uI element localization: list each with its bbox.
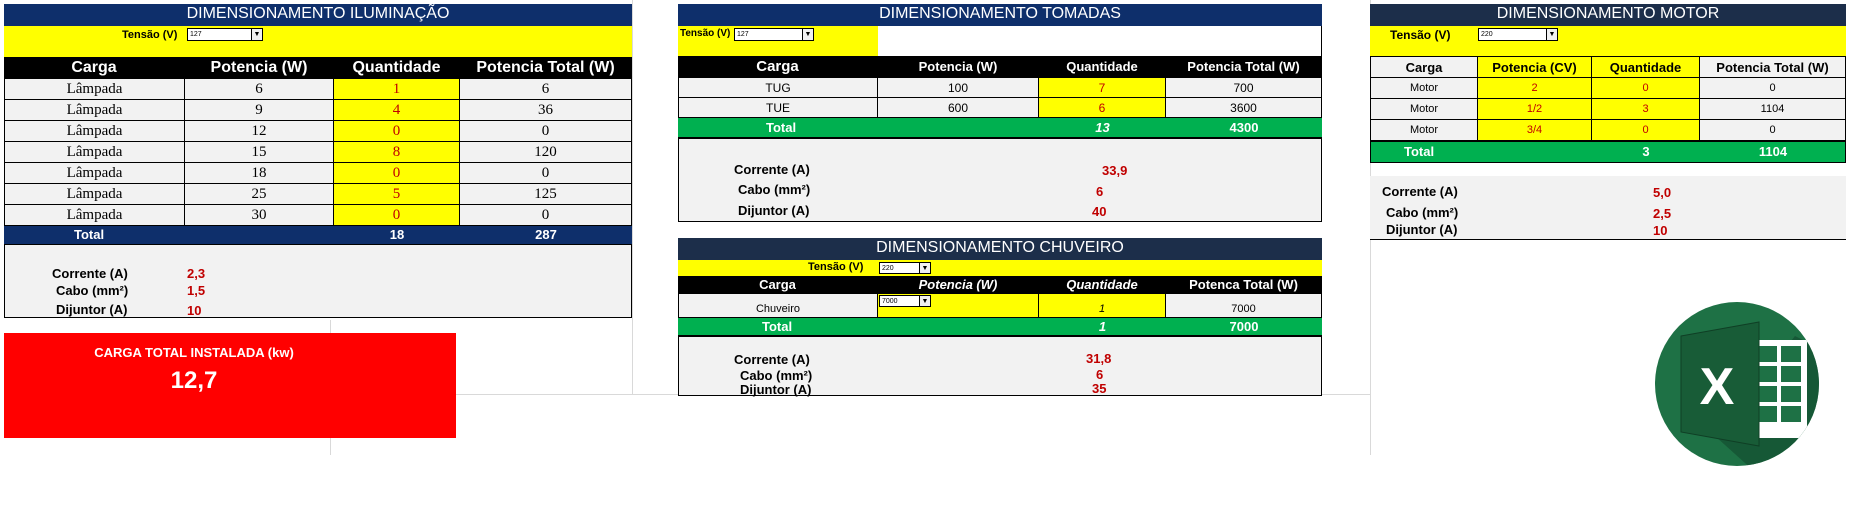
cell-total: 0	[1700, 78, 1846, 99]
cell-potencia: 18	[185, 163, 334, 184]
chevron-down-icon[interactable]: ▼	[251, 29, 262, 40]
tensao-select[interactable]	[879, 262, 931, 274]
tensao-select[interactable]	[187, 28, 263, 41]
cell-quantidade[interactable]: 3	[1592, 99, 1700, 120]
col-header: Potencia (W)	[185, 57, 334, 79]
cabo-label: Cabo (mm²)	[738, 182, 811, 197]
cabo-value: 6	[1096, 184, 1104, 199]
col-header: Potencia (CV)	[1478, 56, 1592, 78]
cell-carga: TUG	[678, 78, 878, 98]
total-label: Total	[762, 319, 793, 334]
cabo-label: Cabo (mm²)	[56, 283, 129, 298]
tensao-row	[4, 26, 632, 57]
col-header: Potencia (W)	[878, 276, 1039, 294]
cell-potencia: 9	[185, 100, 334, 121]
tensao-label: Tensão (V)	[1390, 28, 1451, 42]
panel-title: DIMENSIONAMENTO ILUMINAÇÃO	[4, 4, 632, 26]
dijuntor-value: 40	[1092, 204, 1107, 219]
total-quantidade: 1	[1098, 319, 1107, 334]
tensao-label: Tensão (V)	[122, 29, 178, 41]
panel-motor	[1370, 4, 1846, 240]
cell-carga: Lâmpada	[4, 121, 185, 142]
corrente-value: 5,0	[1653, 185, 1672, 200]
excel-logo-icon	[1655, 296, 1819, 472]
cell-carga: Motor	[1370, 120, 1478, 141]
tensao-select[interactable]	[734, 28, 814, 41]
cell-total: 120	[460, 142, 632, 163]
tensao-row-blank	[878, 26, 1322, 56]
col-header: Carga	[4, 57, 185, 79]
excel-letter: X	[1699, 358, 1735, 416]
cell-quantidade[interactable]: 8	[334, 142, 460, 163]
panel-title: DIMENSIONAMENTO CHUVEIRO	[678, 238, 1322, 260]
col-header: Potenca Total (W)	[1166, 276, 1322, 294]
chevron-down-icon[interactable]: ▼	[1546, 29, 1557, 40]
gridline	[632, 0, 633, 395]
cabo-label: Cabo (mm²)	[740, 368, 813, 383]
col-header: Potencia Total (W)	[1700, 56, 1846, 78]
panel-chuveiro	[678, 238, 1322, 396]
dijuntor-label: Dijuntor (A)	[738, 203, 810, 218]
cell-potencia[interactable]: 3/4	[1478, 120, 1592, 141]
cell-quantidade[interactable]: 5	[334, 184, 460, 205]
panel-title: DIMENSIONAMENTO TOMADAS	[678, 4, 1322, 26]
dijuntor-label: Dijuntor (A)	[56, 302, 128, 317]
panel-iluminacao	[4, 4, 632, 318]
dijuntor-label: Dijuntor (A)	[1386, 222, 1458, 237]
cell-total: 0	[460, 163, 632, 184]
cell-total: 36	[460, 100, 632, 121]
tensao-label: Tensão (V)	[808, 261, 864, 273]
corrente-label: Corrente (A)	[734, 352, 810, 367]
tensao-select[interactable]	[1478, 28, 1558, 41]
tensao-label: Tensão (V)	[680, 28, 731, 39]
corrente-value: 31,8	[1086, 351, 1112, 366]
col-header: Potencia Total (W)	[460, 57, 632, 79]
tensao-value: 127	[737, 31, 749, 38]
cell-carga: Lâmpada	[4, 184, 185, 205]
cell-quantidade[interactable]: 6	[1039, 98, 1166, 118]
dijuntor-value: 35	[1092, 381, 1107, 396]
cell-carga: Lâmpada	[4, 163, 185, 184]
cell-carga: Lâmpada	[4, 205, 185, 226]
chevron-down-icon[interactable]: ▼	[919, 296, 930, 306]
cell-total: 7000	[1166, 294, 1322, 318]
tensao-value: 220	[1481, 31, 1493, 38]
cell-quantidade[interactable]: 1	[1039, 294, 1166, 318]
corrente-label: Corrente (A)	[1382, 184, 1458, 199]
cell-quantidade[interactable]: 1	[334, 79, 460, 100]
cell-total: 6	[460, 79, 632, 100]
cabo-value: 2,5	[1653, 206, 1672, 221]
cell-total: 125	[460, 184, 632, 205]
cell-potencia: 25	[185, 184, 334, 205]
cell-potencia: 15	[185, 142, 334, 163]
potencia-value: 7000	[882, 297, 898, 305]
carga-total-value: 12,7	[170, 367, 218, 394]
total-label: Total	[766, 120, 797, 135]
cell-potencia: 6	[185, 79, 334, 100]
dijuntor-label: Dijuntor (A)	[740, 382, 812, 397]
total-quantidade: 13	[1095, 120, 1110, 135]
cell-potencia[interactable]: 1/2	[1478, 99, 1592, 120]
total-potencia: 7000	[1229, 319, 1259, 334]
total-potencia: 1104	[1758, 144, 1788, 159]
cell-potencia: 12	[185, 121, 334, 142]
cell-carga: Chuveiro	[678, 294, 878, 318]
col-header: Potencia (W)	[878, 56, 1039, 78]
corrente-value: 2,3	[187, 266, 206, 281]
cell-carga: Motor	[1370, 78, 1478, 99]
cell-potencia: 100	[878, 78, 1039, 98]
cabo-label: Cabo (mm²)	[1386, 205, 1459, 220]
cell-quantidade[interactable]: 0	[334, 163, 460, 184]
cell-carga: Motor	[1370, 99, 1478, 120]
dijuntor-value: 10	[187, 303, 202, 318]
cabo-value: 1,5	[187, 283, 206, 298]
tensao-value: 127	[190, 31, 202, 38]
cell-carga: Lâmpada	[4, 79, 185, 100]
carga-total-label: CARGA TOTAL INSTALADA (kw)	[94, 345, 294, 360]
cell-quantidade[interactable]: 0	[334, 121, 460, 142]
cell-potencia[interactable]: 2	[1478, 78, 1592, 99]
cell-potencia: 600	[878, 98, 1039, 118]
total-quantidade: 3	[1642, 144, 1650, 159]
col-header: Carga	[1370, 56, 1478, 78]
panel-tomadas	[678, 4, 1322, 222]
total-label: Total	[74, 227, 105, 242]
cell-quantidade[interactable]: 0	[334, 205, 460, 226]
cell-total: 0	[460, 121, 632, 142]
cabo-value: 6	[1096, 367, 1104, 382]
cell-carga: TUE	[678, 98, 878, 118]
col-header: Quantidade	[1592, 56, 1700, 78]
panel-title: DIMENSIONAMENTO MOTOR	[1370, 4, 1846, 26]
corrente-value: 33,9	[1102, 163, 1128, 178]
chevron-down-icon[interactable]: ▼	[919, 263, 930, 273]
cell-carga: Lâmpada	[4, 100, 185, 121]
col-header: Carga	[678, 276, 878, 294]
cell-total: 3600	[1166, 98, 1322, 118]
cell-total: 0	[1700, 120, 1846, 141]
cell-total: 0	[460, 205, 632, 226]
potencia-select[interactable]	[879, 295, 931, 307]
corrente-label: Corrente (A)	[52, 266, 128, 281]
corrente-label: Corrente (A)	[734, 162, 810, 177]
cell-potencia: 30	[185, 205, 334, 226]
dijuntor-value: 10	[1653, 223, 1668, 238]
col-header: Potencia Total (W)	[1166, 56, 1322, 78]
cell-total: 1104	[1700, 99, 1846, 120]
cell-total: 700	[1166, 78, 1322, 98]
cell-quantidade[interactable]: 0	[1592, 78, 1700, 99]
col-header: Quantidade	[334, 57, 460, 79]
total-potencia: 287	[535, 227, 557, 242]
col-header: Quantidade	[1039, 276, 1166, 294]
cell-quantidade[interactable]: 4	[334, 100, 460, 121]
col-header: Carga	[678, 56, 878, 78]
tensao-row	[678, 260, 1322, 276]
cell-carga: Lâmpada	[4, 142, 185, 163]
total-quantidade: 18	[389, 227, 405, 242]
cell-quantidade[interactable]: 0	[1592, 120, 1700, 141]
col-header: Quantidade	[1039, 56, 1166, 78]
chevron-down-icon[interactable]: ▼	[802, 29, 813, 40]
carga-total-box	[4, 333, 456, 438]
total-potencia: 4300	[1229, 120, 1259, 135]
cell-quantidade[interactable]: 7	[1039, 78, 1166, 98]
tensao-value: 220	[882, 264, 894, 272]
total-label: Total	[1404, 144, 1435, 159]
